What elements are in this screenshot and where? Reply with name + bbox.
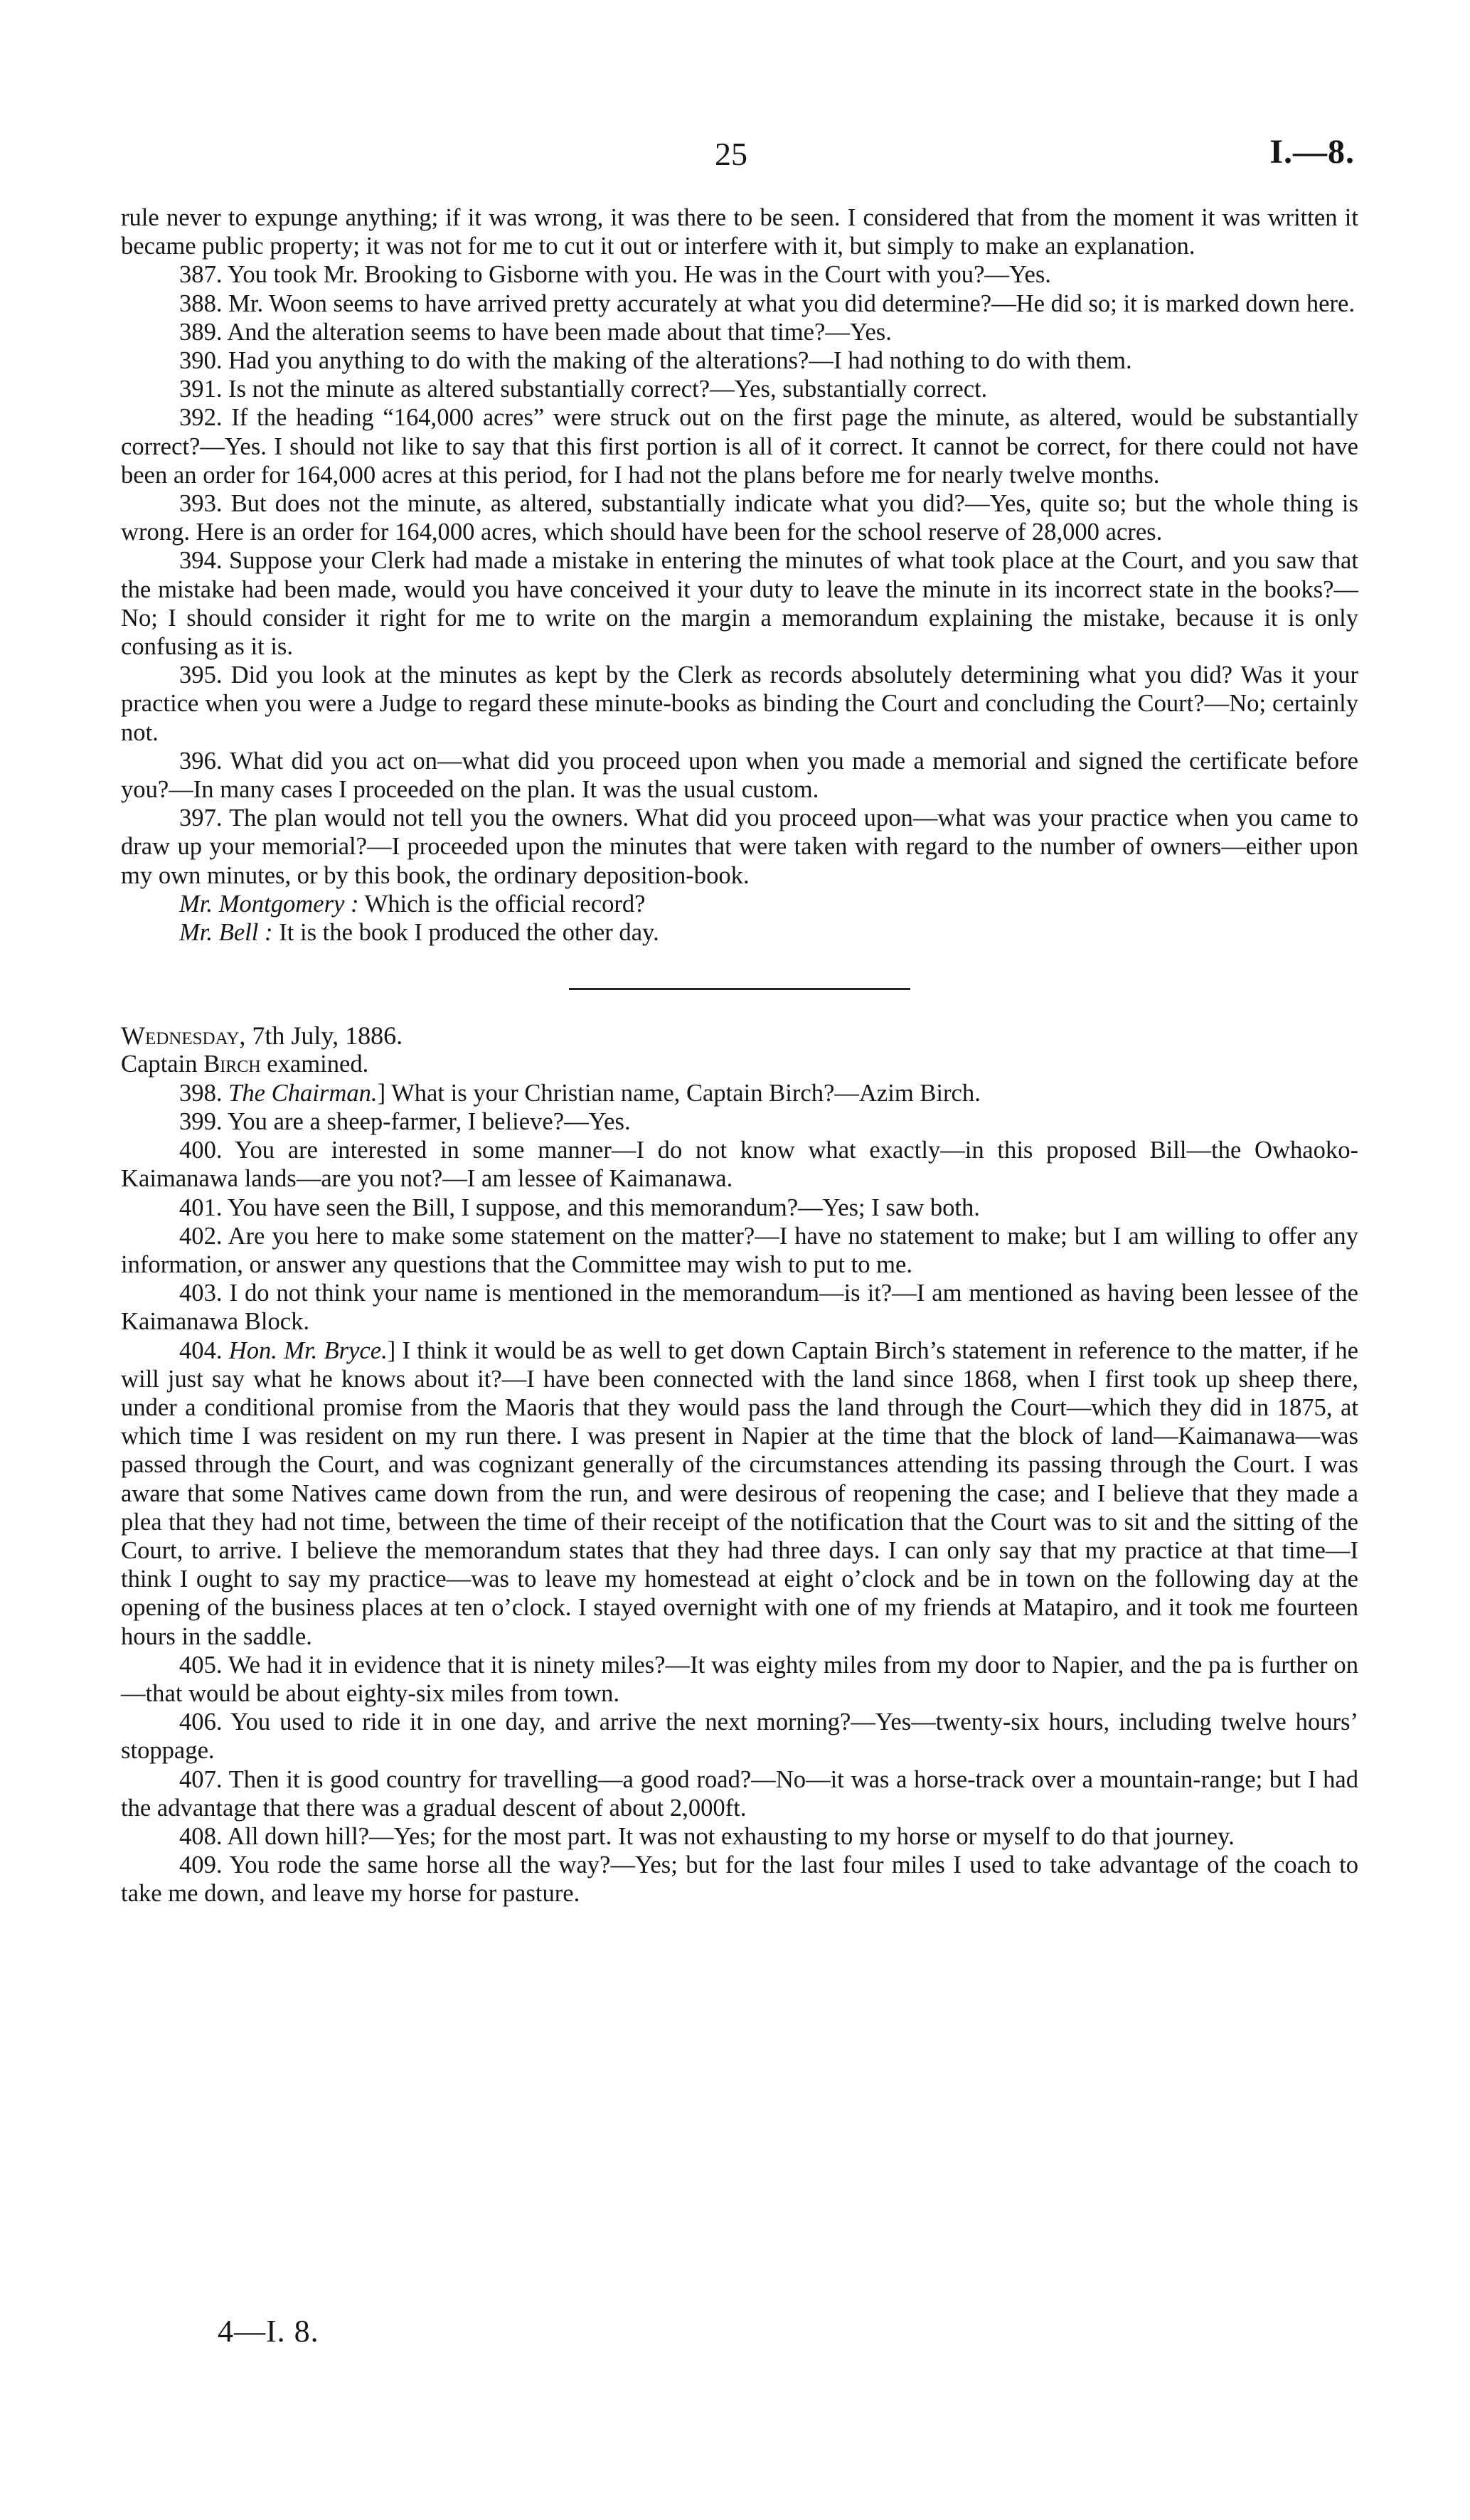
question-number: 404.	[179, 1336, 229, 1364]
question-389: 389. And the alteration seems to have been made about that time?—Yes.	[179, 318, 892, 346]
exchange-text: It is the book I produced the other day.	[272, 919, 659, 947]
session-dateline	[121, 1021, 1358, 1050]
question-text: ] I think it would be as well to get down Captain Birch’s statement in reference to the matter, if he will just say what he knows about it?—I have been connected with the land since 1868, when I first took up sheep there, under a conditional promise from the Maoris that they would pass the land through the Court—which they did in 1875, at which time I was resident on my run there. I was present in Napier at the time that the block of land—Kaimanawa—was passed through the Court, and was cognizant generally of the circumstances attending its passing through the Court. I was aware that some Natives came down from the run, and were desirous of reopening the case; and I believe that they made a plea that they had not time, between the time of their receipt of the notification that the Court was to sit and the sitting of the Court, to arrive. I believe the memorandum states that they had three days. I can only say that my practice at that time—I think I ought to say my practice—was to leave my homestead at eight o’clock and be in town on the following day at the opening of the business places at ten o’clock. I stayed overnight with one of my friends at Matapiro, and it took me fourteen hours in the saddle.	[121, 1336, 1358, 1650]
question-387: 387. You took Mr. Brooking to Gisborne with you. He was in the Court with you?—Yes.	[179, 261, 1051, 289]
exchange-text: Which is the official record?	[358, 890, 646, 918]
question-396: 396. What did you act on—what did you proceed upon when you made a memorial and signed the certificate before you?—In many cases I proceeded on the plan. It was the usual custom.	[121, 747, 1358, 804]
question-402: 402. Are you here to make some statement on the matter?—I have no statement to make; but I am willing to offer any information, or answer any questions that the Committee may wish to put to me.	[121, 1222, 1358, 1278]
section-divider	[569, 988, 910, 990]
witness-suffix: examined.	[260, 1051, 369, 1078]
question-390: 390. Had you anything to do with the making of the alterations?—I had nothing to do with them.	[179, 347, 1132, 375]
question-407: 407. Then it is good country for travelling—a good road?—No—it was a horse-track over a mountain-range; but I had the advantage that there was a gradual descent of about 2,000ft.	[121, 1765, 1358, 1822]
question-400: 400. You are interested in some manner—I do not know what exactly—in this proposed Bill—the Owhaoko-Kaimanawa lands—are you not?—I am lessee of Kaimanawa.	[121, 1137, 1358, 1193]
question-405: 405. We had it in evidence that it is ninety miles?—It was eighty miles from my door to Napier, and the pa is further on—that would be about eighty-six miles from town.	[121, 1651, 1358, 1707]
exchange-montgomery	[121, 890, 1358, 918]
page-number: 25	[715, 136, 747, 172]
speaker-name: Mr. Bell :	[179, 919, 273, 947]
question-397: 397. The plan would not tell you the owners. What did you proceed upon—what was your practice when you came to draw up your memorial?—I proceeded upon the minutes that were taken with regard to the number of owners—either upon my own minutes, or by this book, the ordinary deposition-book.	[121, 804, 1358, 889]
speaker-name: The Chairman.	[228, 1079, 378, 1107]
question-399: 399. You are a sheep-farmer, I believe?—Yes.	[179, 1107, 631, 1135]
dateline-day: Wednesday	[121, 1021, 240, 1051]
question-408: 408. All down hill?—Yes; for the most part. It was not exhausting to my horse or myself to do that journey.	[179, 1822, 1235, 1850]
document-reference: I.—8.	[1269, 133, 1355, 171]
question-393: 393. But does not the minute, as altered, substantially indicate what you did?—Yes, quite so; but the whole thing is wrong. Here is an order for 164,000 acres, which should have been for the school reserve of 28,000 acres.	[121, 490, 1358, 546]
question-394: 394. Suppose your Clerk had made a mistake in entering the minutes of what took place at the Court, and you saw that the mistake had been made, would you have conceived it your duty to leave the minute in its incorrect state in the books?—No; I should consider it right for me to write on the margin a memorandum explaining the mistake, because it is only confusing as it is.	[121, 547, 1358, 661]
dateline-date: , 7th July, 1886.	[239, 1021, 403, 1051]
witness-name: Birch	[203, 1051, 261, 1078]
page-body	[121, 203, 1358, 1908]
question-number: 398.	[179, 1079, 229, 1107]
opening-paragraph: rule never to expunge anything; if it was wrong, it was there to be seen. I considered that from the moment it was written it became public property; it was not for me to cut it out or interfere with it, but simply to make an explanation.	[121, 204, 1358, 260]
question-409: 409. You rode the same horse all the way?—Yes; but for the last four miles I used to take advantage of the coach to take me down, and leave my horse for pasture.	[121, 1851, 1358, 1908]
exchange-bell	[121, 918, 1358, 947]
question-406: 406. You used to ride it in one day, and arrive the next morning?—Yes—twenty-six hours, including twelve hours’ stoppage.	[121, 1708, 1358, 1765]
question-388: 388. Mr. Woon seems to have arrived pretty accurately at what you did determine?—He did so; it is marked down here.	[179, 289, 1355, 317]
question-text: ] What is your Christian name, Captain Birch?—Azim Birch.	[377, 1079, 981, 1107]
sheet-signature: 4—I. 8.	[218, 2314, 319, 2349]
speaker-name: Mr. Montgomery :	[179, 890, 359, 918]
question-392: 392. If the heading “164,000 acres” were struck out on the first page the minute, as altered, would be substantially correct?—Yes. I should not like to say that this first portion is all of it correct. It cannot be correct, for there could not have been an order for 164,000 acres at this period, for I had not the plans before me for nearly twelve months.	[121, 404, 1358, 489]
question-401: 401. You have seen the Bill, I suppose, and this memorandum?—Yes; I saw both.	[179, 1193, 980, 1221]
question-404	[121, 1336, 1358, 1651]
question-395: 395. Did you look at the minutes as kept by the Clerk as records absolutely determining what you did? Was it your practice when you were a Judge to regard these minute-books as binding the Court and concluding the Court?—No; certainly not.	[121, 661, 1358, 746]
question-403: 403. I do not think your name is mentioned in the memorandum—is it?—I am mentioned as having been lessee of the Kaimanawa Block.	[121, 1280, 1358, 1336]
witness-heading	[121, 1050, 1358, 1078]
question-398	[121, 1079, 1358, 1107]
question-391: 391. Is not the minute as altered substantially correct?—Yes, substantially correct.	[179, 376, 988, 403]
witness-title: Captain	[121, 1051, 204, 1078]
speaker-name: Hon. Mr. Bryce.	[228, 1336, 388, 1364]
